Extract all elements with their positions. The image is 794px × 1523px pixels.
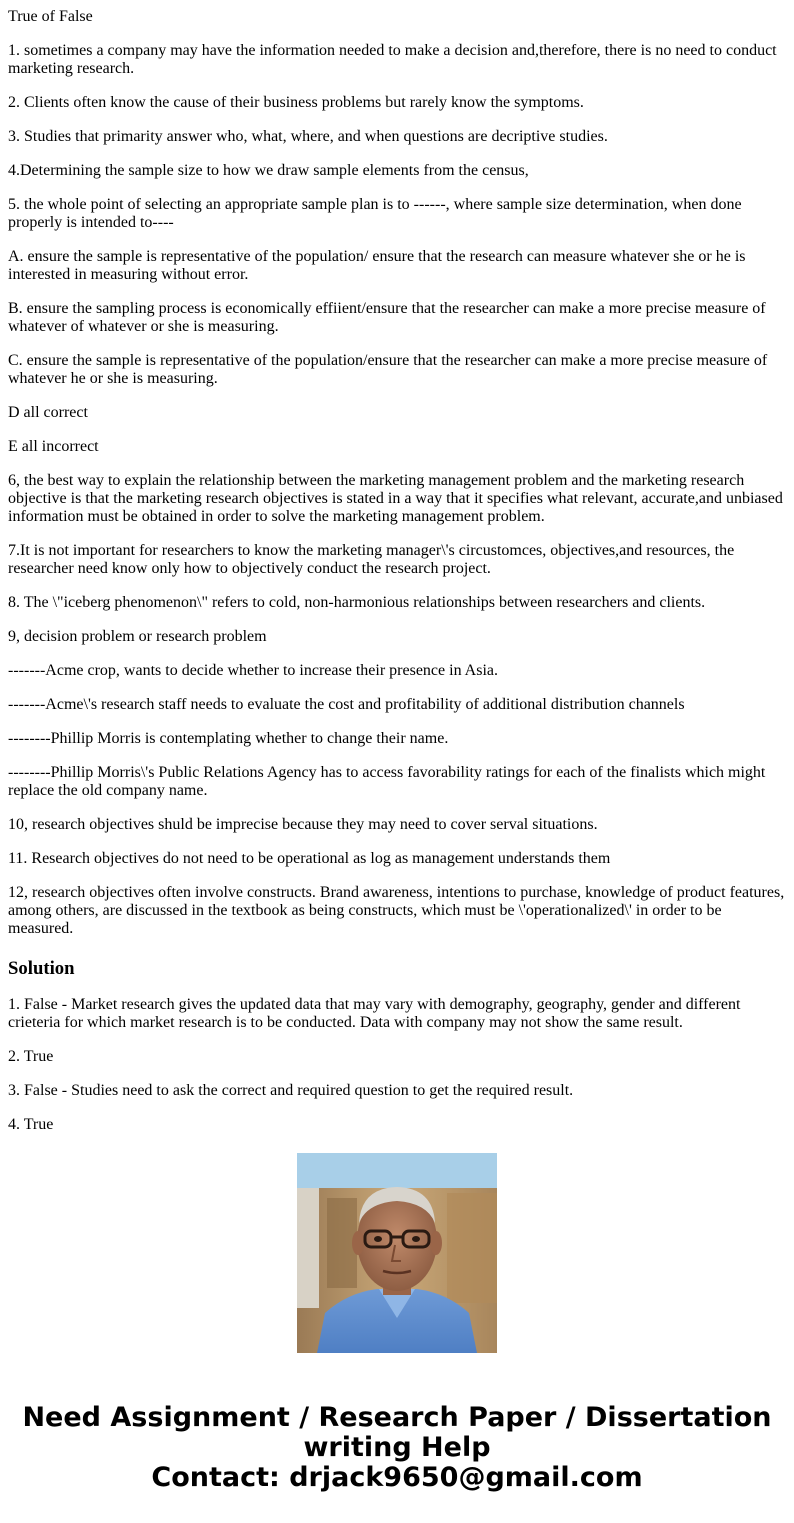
answer-2: 2. True: [8, 1048, 54, 1065]
question-5: 5. the whole point of selecting an appropriate sample plan is to ------, where sample size determination, when done properly is intended to----: [8, 196, 742, 231]
answer-3: 3. False - Studies need to ask the correct and required question to get the required result.: [8, 1082, 574, 1099]
author-avatar: [297, 1153, 497, 1353]
question-3: 3. Studies that primarity answer who, what, where, and when questions are decriptive studies.: [8, 128, 608, 145]
promo-line-2: writing Help: [303, 1432, 491, 1463]
question-5-option-c: C. ensure the sample is representative of the population/ensure that the researcher can make a more precise measure of whatever he or she is measuring.: [8, 352, 768, 387]
question-9-item-1: -------Acme crop, wants to decide whether to increase their presence in Asia.: [8, 662, 499, 679]
question-9-item-4: --------Phillip Morris\'s Public Relations Agency has to access favorability ratings for each of the finalists which might replace the old company name.: [8, 764, 766, 799]
question-5-option-e: E all incorrect: [8, 438, 99, 455]
promo-banner: [0, 1403, 794, 1493]
question-12: 12, research objectives often involve constructs. Brand awareness, intentions to purchase, knowledge of product features, among others, are discussed in the textbook as being constructs, which must be \'operationalized\' in order to be measured.: [8, 884, 785, 937]
answer-4: 4. True: [8, 1116, 54, 1133]
document-content: [8, 0, 786, 1133]
question-11: 11. Research objectives do not need to be operational as log as management understands them: [8, 850, 611, 867]
question-5-option-d: D all correct: [8, 404, 88, 421]
question-9-item-2: -------Acme\'s research staff needs to evaluate the cost and profitability of additional distribution channels: [8, 696, 685, 713]
question-9-item-3: --------Phillip Morris is contemplating whether to change their name.: [8, 730, 449, 747]
question-2: 2. Clients often know the cause of their business problems but rarely know the symptoms.: [8, 94, 584, 111]
author-portrait-image: [297, 1153, 497, 1353]
question-10: 10, research objectives shuld be imprecise because they may need to cover serval situations.: [8, 816, 598, 833]
answer-1: 1. False - Market research gives the updated data that may vary with demography, geography, gender and different crieteria for which market research is to be conducted. Data with company may not show the same result.: [8, 996, 741, 1031]
question-9: 9, decision problem or research problem: [8, 628, 267, 645]
question-5-option-a: A. ensure the sample is representative of the population/ ensure that the research can measure whatever she or he is interested in measuring without error.: [8, 248, 746, 283]
question-5-option-b: B. ensure the sampling process is economically effiient/ensure that the researcher can make a more precise measure of whatever of whatever or she is measuring.: [8, 300, 766, 335]
question-1: 1. sometimes a company may have the information needed to make a decision and,therefore, there is no need to conduct marketing research.: [8, 42, 777, 77]
question-7: 7.It is not important for researchers to know the marketing manager\'s circustomces, objectives,and resources, the researcher need know only how to objectively conduct the research project.: [8, 542, 735, 577]
solution-heading: Solution: [8, 958, 75, 979]
document-heading: True of False: [8, 8, 93, 25]
promo-contact: Contact: drjack9650@gmail.com: [151, 1462, 643, 1493]
promo-line-1: Need Assignment / Research Paper / Dissertation: [22, 1402, 772, 1433]
question-8: 8. The \"iceberg phenomenon\" refers to cold, non-harmonious relationships between researchers and clients.: [8, 594, 706, 611]
question-4: 4.Determining the sample size to how we draw sample elements from the census,: [8, 162, 529, 179]
question-6: 6, the best way to explain the relationship between the marketing management problem and the marketing research objective is that the marketing research objectives is stated in a way that it specifies what relevant, accurate,and unbiased information must be obtained in order to solve the marketing management problem.: [8, 472, 783, 525]
